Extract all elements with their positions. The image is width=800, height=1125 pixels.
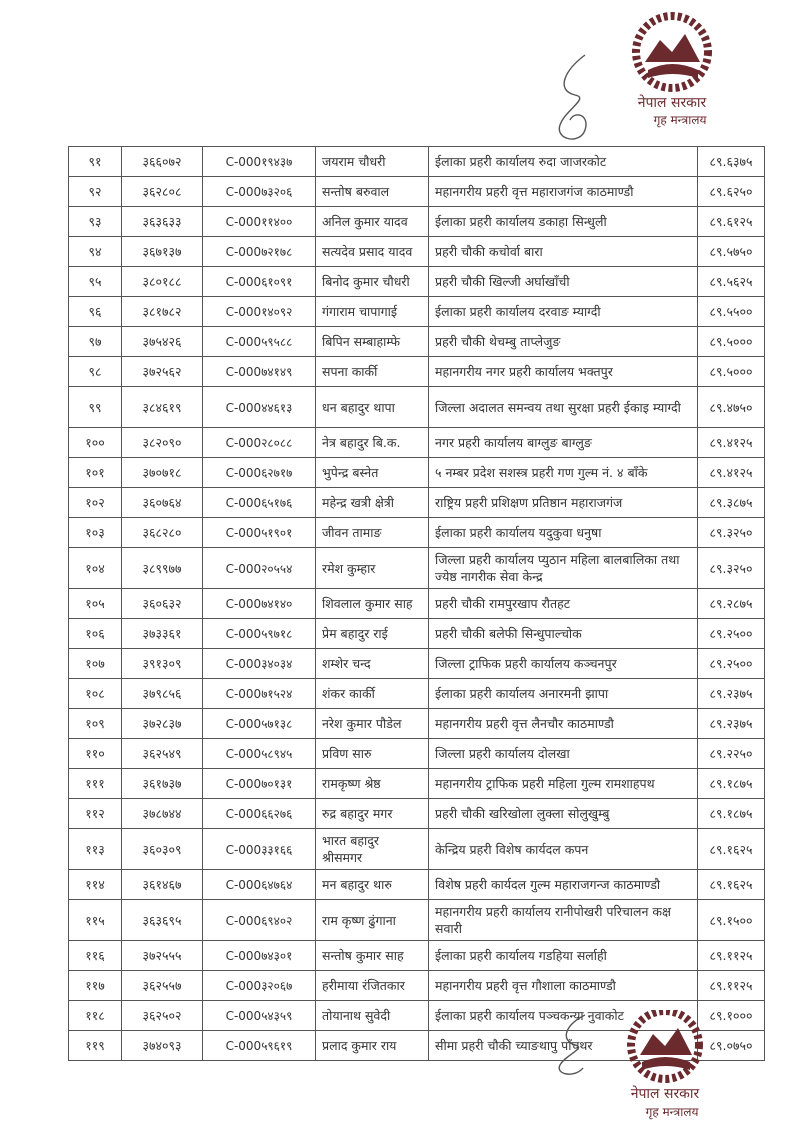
serial-number: १०१ xyxy=(69,458,122,488)
candidate-name: महेन्द्र खत्री क्षेत्री xyxy=(316,488,429,518)
candidate-code: C-000५१९०१ xyxy=(203,518,316,548)
roll-number: ३६०६३२ xyxy=(122,589,203,619)
serial-number: ९३ xyxy=(69,207,122,237)
candidate-code: C-000५९७१८ xyxy=(203,619,316,649)
score: ८९.१००० xyxy=(698,1001,765,1031)
roll-number: ३६२८०८ xyxy=(122,177,203,207)
candidate-code: C-000७०१३१ xyxy=(203,769,316,799)
roll-number: ३६१७३७ xyxy=(122,769,203,799)
candidate-code: C-000६१०९१ xyxy=(203,267,316,297)
candidate-code: C-000७१५२४ xyxy=(203,679,316,709)
candidate-code: C-000५९६१९ xyxy=(203,1031,316,1061)
roll-number: ३६२५०२ xyxy=(122,1001,203,1031)
results-table xyxy=(68,146,765,1061)
roll-number: ३८४६१९ xyxy=(122,387,203,428)
candidate-code: C-000११४०० xyxy=(203,207,316,237)
candidate-code: C-000१९४३७ xyxy=(203,147,316,177)
office-name: जिल्ला प्रहरी कार्यालय प्युठान महिला बालबालिका तथा ज्येष्ठ नागरीक सेवा केन्द्र xyxy=(429,548,698,589)
candidate-name: अनिल कुमार यादव xyxy=(316,207,429,237)
roll-number: ३६२५५७ xyxy=(122,971,203,1001)
table-row xyxy=(69,589,765,619)
table-row xyxy=(69,488,765,518)
candidate-code: C-000७३२०६ xyxy=(203,177,316,207)
office-name: महानगरीय ट्राफिक प्रहरी महिला गुल्म रामशाहपथ xyxy=(429,769,698,799)
serial-number: ९७ xyxy=(69,327,122,357)
score: ८९.४७५० xyxy=(698,387,765,428)
table-row xyxy=(69,207,765,237)
score: ८९.३२५० xyxy=(698,518,765,548)
office-name: महानगरीय नगर प्रहरी कार्यालय भक्तपुर xyxy=(429,357,698,387)
serial-number: ११६ xyxy=(69,941,122,971)
svg-text:गृह मन्त्रालय: गृह मन्त्रालय xyxy=(653,113,707,127)
table-row xyxy=(69,900,765,941)
score: ८९.४१२५ xyxy=(698,458,765,488)
score: ८९.५५०० xyxy=(698,297,765,327)
candidate-code: C-000७२१७८ xyxy=(203,237,316,267)
office-name: ईलाका प्रहरी कार्यालय पञ्चकन्या नुवाकोट xyxy=(429,1001,698,1031)
roll-number: ३६०३०९ xyxy=(122,829,203,870)
candidate-code: C-000६५१७६ xyxy=(203,488,316,518)
roll-number: ३८२०९० xyxy=(122,428,203,458)
score: ८९.६२५० xyxy=(698,177,765,207)
candidate-name: रामकृष्ण श्रेष्ठ xyxy=(316,769,429,799)
candidate-name: मन बहादुर थारु xyxy=(316,870,429,900)
serial-number: ९९ xyxy=(69,387,122,428)
candidate-name: राम कृष्ण ढुंगाना xyxy=(316,900,429,941)
serial-number: १०६ xyxy=(69,619,122,649)
candidate-code: C-000७४३०१ xyxy=(203,941,316,971)
score: ८९.१५०० xyxy=(698,900,765,941)
table-row xyxy=(69,357,765,387)
score: ८९.६३७५ xyxy=(698,147,765,177)
candidate-code: C-000६२७१७ xyxy=(203,458,316,488)
table-row xyxy=(69,971,765,1001)
candidate-code: C-000३२०६७ xyxy=(203,971,316,1001)
score: ८९.५७५० xyxy=(698,237,765,267)
candidate-code: C-000७४१४९ xyxy=(203,357,316,387)
score: ८९.२५०० xyxy=(698,619,765,649)
office-name: जिल्ला अदालत समन्वय तथा सुरक्षा प्रहरी ईकाइ म्याग्दी xyxy=(429,387,698,428)
score: ८९.२३७५ xyxy=(698,709,765,739)
serial-number: १०४ xyxy=(69,548,122,589)
serial-number: ९२ xyxy=(69,177,122,207)
score: ८९.३२५० xyxy=(698,548,765,589)
roll-number: ३६३६९५ xyxy=(122,900,203,941)
score: ८९.०७५० xyxy=(698,1031,765,1061)
office-name: ईलाका प्रहरी कार्यालय गडहिया सर्लाही xyxy=(429,941,698,971)
office-name: प्रहरी चौकी थेचम्बु ताप्लेजुङ xyxy=(429,327,698,357)
candidate-code: C-000६४७६४ xyxy=(203,870,316,900)
candidate-name: सन्तोष बरुवाल xyxy=(316,177,429,207)
table-row xyxy=(69,870,765,900)
candidate-name: सपना कार्की xyxy=(316,357,429,387)
office-name: प्रहरी चौकी खिल्जी अर्घाखाँची xyxy=(429,267,698,297)
serial-number: ११३ xyxy=(69,829,122,870)
candidate-name: नेत्र बहादुर बि.क. xyxy=(316,428,429,458)
office-name: प्रहरी चौकी रामपुरखाप रौतहट xyxy=(429,589,698,619)
candidate-name: जीवन तामाङ xyxy=(316,518,429,548)
table-row xyxy=(69,941,765,971)
serial-number: ९४ xyxy=(69,237,122,267)
table-row xyxy=(69,297,765,327)
office-name: ५ नम्बर प्रदेश सशस्त्र प्रहरी गण गुल्म नं. ४ बाँके xyxy=(429,458,698,488)
candidate-code: C-000३३१६६ xyxy=(203,829,316,870)
serial-number: ९८ xyxy=(69,357,122,387)
candidate-name: सन्तोष कुमार साह xyxy=(316,941,429,971)
office-name: ईलाका प्रहरी कार्यालय यदुकुवा धनुषा xyxy=(429,518,698,548)
candidate-code: C-000२०५५४ xyxy=(203,548,316,589)
serial-number: १०२ xyxy=(69,488,122,518)
candidate-code: C-000७४१४० xyxy=(203,589,316,619)
roll-number: ३७३३६१ xyxy=(122,619,203,649)
serial-number: ११८ xyxy=(69,1001,122,1031)
svg-text:नेपाल सरकार: नेपाल सरकार xyxy=(637,95,707,111)
candidate-code: C-000२८०८८ xyxy=(203,428,316,458)
table-row xyxy=(69,829,765,870)
table-row xyxy=(69,387,765,428)
candidate-name: भुपेन्द्र बस्नेत xyxy=(316,458,429,488)
candidate-code: C-000६६२७६ xyxy=(203,799,316,829)
office-name: महानगरीय प्रहरी वृत्त लैनचौर काठमाण्डौ xyxy=(429,709,698,739)
signature-top xyxy=(545,50,605,150)
table-row xyxy=(69,799,765,829)
serial-number: ९५ xyxy=(69,267,122,297)
candidate-name: प्रविण सारु xyxy=(316,739,429,769)
table-row xyxy=(69,428,765,458)
candidate-name: बिपिन सम्बाहाम्फे xyxy=(316,327,429,357)
serial-number: १०७ xyxy=(69,649,122,679)
candidate-code: C-000५९५८८ xyxy=(203,327,316,357)
table-row xyxy=(69,769,765,799)
office-name: महानगरीय प्रहरी वृत्त महाराजगंज काठमाण्डौ xyxy=(429,177,698,207)
candidate-name: भारत बहादुर श्रीसमगर xyxy=(316,829,429,870)
score: ८९.१८७५ xyxy=(698,799,765,829)
candidate-code: C-000३४०३४ xyxy=(203,649,316,679)
office-name: प्रहरी चौकी खरिखोला लुक्ला सोलुखुम्बु xyxy=(429,799,698,829)
serial-number: ११० xyxy=(69,739,122,769)
serial-number: ९१ xyxy=(69,147,122,177)
table-row xyxy=(69,458,765,488)
office-name: महानगरीय प्रहरी वृत्त गौशाला काठमाण्डौ xyxy=(429,971,698,1001)
score: ८९.४१२५ xyxy=(698,428,765,458)
office-name: ईलाका प्रहरी कार्यालय डकाहा सिन्धुली xyxy=(429,207,698,237)
table-row xyxy=(69,147,765,177)
roll-number: ३७८७४४ xyxy=(122,799,203,829)
roll-number: ३७५४२६ xyxy=(122,327,203,357)
serial-number: १०५ xyxy=(69,589,122,619)
score: ८९.११२५ xyxy=(698,971,765,1001)
score: ८९.१६२५ xyxy=(698,870,765,900)
candidate-name: हरीमाया रंजितकार xyxy=(316,971,429,1001)
table-row xyxy=(69,548,765,589)
office-name: प्रहरी चौकी बलेफी सिन्धुपाल्चोक xyxy=(429,619,698,649)
candidate-name: रमेश कुम्हार xyxy=(316,548,429,589)
roll-number: ३६०७६४ xyxy=(122,488,203,518)
svg-text:नेपाल सरकार: नेपाल सरकार xyxy=(630,1086,700,1102)
office-name: केन्द्रिय प्रहरी विशेष कार्यदल कपन xyxy=(429,829,698,870)
candidate-code: C-000५४३५९ xyxy=(203,1001,316,1031)
candidate-code: C-000१४०९२ xyxy=(203,297,316,327)
serial-number: ११५ xyxy=(69,900,122,941)
candidate-name: प्रलाद कुमार राय xyxy=(316,1031,429,1061)
office-name: ईलाका प्रहरी कार्यालय दरवाङ म्याग्दी xyxy=(429,297,698,327)
score: ८९.११२५ xyxy=(698,941,765,971)
serial-number: ११२ xyxy=(69,799,122,829)
candidate-name: शिवलाल कुमार साह xyxy=(316,589,429,619)
score: ८९.५६२५ xyxy=(698,267,765,297)
serial-number: १११ xyxy=(69,769,122,799)
candidate-name: सत्यदेव प्रसाद यादव xyxy=(316,237,429,267)
candidate-name: शम्शेर चन्द xyxy=(316,649,429,679)
candidate-name: तोयानाथ सुवेदी xyxy=(316,1001,429,1031)
roll-number: ३६७१३७ xyxy=(122,237,203,267)
office-name: विशेष प्रहरी कार्यदल गुल्म महाराजगन्ज काठमाण्डौ xyxy=(429,870,698,900)
roll-number: ३७२५५५ xyxy=(122,941,203,971)
office-name: महानगरीय प्रहरी कार्यालय रानीपोखरी परिचालन कक्ष सवारी xyxy=(429,900,698,941)
roll-number: ३८१७८२ xyxy=(122,297,203,327)
serial-number: १०९ xyxy=(69,709,122,739)
candidate-code: C-000५७१३८ xyxy=(203,709,316,739)
serial-number: ११९ xyxy=(69,1031,122,1061)
office-name: सीमा प्रहरी चौकी च्याङथापु पाँचथर xyxy=(429,1031,698,1061)
score: ८९.१६२५ xyxy=(698,829,765,870)
candidate-name: बिनोद कुमार चौधरी xyxy=(316,267,429,297)
roll-number: ३६२५४९ xyxy=(122,739,203,769)
office-name: प्रहरी चौकी कचोर्वा बारा xyxy=(429,237,698,267)
table-row xyxy=(69,518,765,548)
roll-number: ३६१४६७ xyxy=(122,870,203,900)
table-row xyxy=(69,177,765,207)
score: ८९.६१२५ xyxy=(698,207,765,237)
serial-number: १०३ xyxy=(69,518,122,548)
office-name: ईलाका प्रहरी कार्यालय रुदा जाजरकोट xyxy=(429,147,698,177)
office-name: ईलाका प्रहरी कार्यालय अनारमनी झापा xyxy=(429,679,698,709)
office-name: जिल्ला ट्राफिक प्रहरी कार्यालय कञ्चनपुर xyxy=(429,649,698,679)
score: ८९.२८७५ xyxy=(698,589,765,619)
serial-number: १०८ xyxy=(69,679,122,709)
roll-number: ३९१३०९ xyxy=(122,649,203,679)
roll-number: ३७४०९३ xyxy=(122,1031,203,1061)
roll-number: ३८०१८८ xyxy=(122,267,203,297)
office-name: राष्ट्रिय प्रहरी प्रशिक्षण प्रतिष्ठान महाराजगंज xyxy=(429,488,698,518)
roll-number: ३६३६३३ xyxy=(122,207,203,237)
roll-number: ३६८२८० xyxy=(122,518,203,548)
office-name: नगर प्रहरी कार्यालय बाग्लुङ बाग्लुङ xyxy=(429,428,698,458)
score: ८९.२३७५ xyxy=(698,679,765,709)
candidate-code: C-000६९४०२ xyxy=(203,900,316,941)
candidate-name: शंकर कार्की xyxy=(316,679,429,709)
serial-number: ९६ xyxy=(69,297,122,327)
roll-number: ३७२८३७ xyxy=(122,709,203,739)
candidate-name: गंगाराम चापागाई xyxy=(316,297,429,327)
candidate-name: नरेश कुमार पौडेल xyxy=(316,709,429,739)
svg-text:गृह मन्त्रालय: गृह मन्त्रालय xyxy=(645,1105,699,1119)
roll-number: ३८९९७७ xyxy=(122,548,203,589)
score: ८९.२५०० xyxy=(698,649,765,679)
roll-number: ३७९८५६ xyxy=(122,679,203,709)
roll-number: ३७२५६२ xyxy=(122,357,203,387)
nepal-government-seal-top xyxy=(600,12,745,142)
table-row xyxy=(69,649,765,679)
score: ८९.५००० xyxy=(698,327,765,357)
roll-number: ३७०७१८ xyxy=(122,458,203,488)
candidate-name: जयराम चौधरी xyxy=(316,147,429,177)
score: ८९.१८७५ xyxy=(698,769,765,799)
serial-number: ११४ xyxy=(69,870,122,900)
candidate-name: प्रेम बहादुर राई xyxy=(316,619,429,649)
serial-number: ११७ xyxy=(69,971,122,1001)
candidate-code: C-000५८९४५ xyxy=(203,739,316,769)
table-row xyxy=(69,327,765,357)
table-row xyxy=(69,619,765,649)
candidate-code: C-000४४६१३ xyxy=(203,387,316,428)
score: ८९.३८७५ xyxy=(698,488,765,518)
candidate-name: रुद्र बहादुर मगर xyxy=(316,799,429,829)
table-row xyxy=(69,739,765,769)
score: ८९.२२५० xyxy=(698,739,765,769)
nepal-government-seal-bottom xyxy=(590,1010,740,1125)
roll-number: ३६६०७२ xyxy=(122,147,203,177)
serial-number: १०० xyxy=(69,428,122,458)
office-name: जिल्ला प्रहरी कार्यालय दोलखा xyxy=(429,739,698,769)
table-row xyxy=(69,267,765,297)
table-row xyxy=(69,237,765,267)
table-row xyxy=(69,679,765,709)
score: ८९.५००० xyxy=(698,357,765,387)
candidate-name: धन बहादुर थापा xyxy=(316,387,429,428)
table-row xyxy=(69,709,765,739)
